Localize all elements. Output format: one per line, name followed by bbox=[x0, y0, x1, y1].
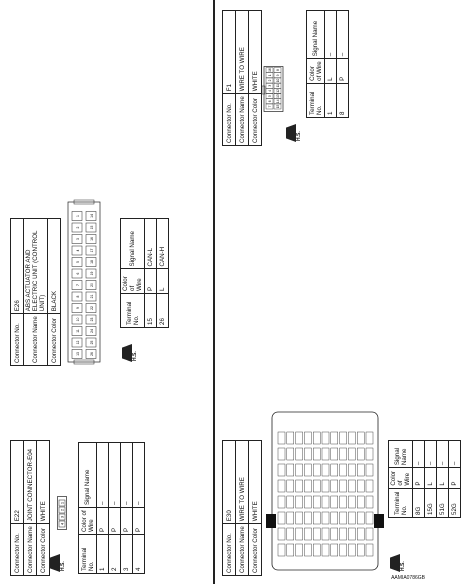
pin-cell bbox=[366, 528, 373, 540]
label: Connector No. bbox=[223, 94, 236, 146]
pin-number: 5 bbox=[76, 261, 80, 263]
pin-cell bbox=[357, 464, 364, 476]
pin-number: 5 bbox=[268, 95, 272, 97]
table-row: 4 P – bbox=[133, 443, 145, 574]
pin-cell bbox=[278, 512, 285, 524]
pin-cell bbox=[313, 512, 320, 524]
figure-id: AAMIA0786GB bbox=[391, 575, 425, 581]
pin-cell bbox=[340, 496, 347, 508]
table-row: 8 P – bbox=[337, 11, 349, 118]
pin-number: 20 bbox=[90, 283, 94, 287]
f1-connector-diagram bbox=[262, 66, 284, 112]
pin-cell bbox=[304, 448, 311, 460]
pin-cell bbox=[348, 512, 355, 524]
pin-number: 2 bbox=[76, 226, 80, 229]
label: Connector Color bbox=[249, 524, 262, 576]
pin-number: 8 bbox=[76, 295, 80, 298]
pin-cell bbox=[322, 464, 329, 476]
svg-text:1: 1 bbox=[59, 501, 65, 505]
connector-color: WHITE bbox=[37, 441, 50, 524]
pin-number: 3 bbox=[268, 84, 272, 87]
label: Connector Name bbox=[236, 94, 249, 146]
pin-cell bbox=[278, 464, 285, 476]
f1-header-table bbox=[222, 10, 262, 146]
pin-cell bbox=[278, 448, 285, 460]
label: Connector Name bbox=[24, 314, 48, 366]
pin-number: 16 bbox=[90, 237, 94, 241]
pin-number: 3 bbox=[76, 238, 80, 240]
pin-cell bbox=[331, 528, 338, 540]
label: Connector No. bbox=[11, 524, 24, 576]
e22-signal-table bbox=[78, 442, 145, 574]
pin-cell bbox=[348, 496, 355, 508]
pin-number: 8 bbox=[276, 69, 280, 71]
pin-cell bbox=[357, 448, 364, 460]
pin-cell bbox=[296, 544, 303, 556]
col-header: Signal Name bbox=[121, 219, 145, 269]
table-row: 52G P – bbox=[449, 441, 461, 518]
pin-number: 1 bbox=[76, 215, 80, 217]
hs-icon bbox=[122, 344, 139, 362]
pin-number: 9 bbox=[76, 307, 80, 309]
connector-no: F1 bbox=[223, 11, 236, 94]
pin-number: 18 bbox=[90, 260, 94, 264]
pin-cell bbox=[304, 512, 311, 524]
label: Connector Name bbox=[24, 524, 37, 576]
table-row: 26 L CAN-H bbox=[157, 219, 169, 328]
e30-header-table bbox=[222, 440, 262, 576]
connector-name: JOINT CONNECTOR-E04 bbox=[24, 441, 37, 524]
pin-cell bbox=[348, 528, 355, 540]
svg-text:2: 2 bbox=[59, 508, 65, 512]
label: Connector Color bbox=[48, 314, 61, 366]
pin-cell bbox=[340, 480, 347, 492]
pin-number: 6 bbox=[268, 100, 272, 103]
pin-number: 10 bbox=[76, 317, 80, 322]
pin-cell bbox=[340, 464, 347, 476]
pin-cell bbox=[357, 480, 364, 492]
pin-cell bbox=[304, 480, 311, 492]
e22-header-table bbox=[10, 440, 50, 576]
pin-number: 13 bbox=[276, 94, 280, 98]
col-header: Color of Wire bbox=[307, 59, 325, 84]
pin-cell bbox=[322, 544, 329, 556]
connector-no: E26 bbox=[11, 219, 24, 314]
connector-color: WHITE bbox=[249, 11, 262, 94]
pin-cell bbox=[348, 464, 355, 476]
pin-cell bbox=[331, 544, 338, 556]
col-header: Terminal No. bbox=[389, 488, 413, 517]
hs-icon bbox=[50, 554, 67, 572]
pin-number: 14 bbox=[90, 214, 94, 218]
pin-cell bbox=[340, 544, 347, 556]
pin-number: 7 bbox=[76, 284, 80, 286]
pin-number: 19 bbox=[90, 271, 94, 276]
pin-cell bbox=[348, 448, 355, 460]
label: Connector Name bbox=[236, 524, 249, 576]
pin-number: 23 bbox=[90, 317, 94, 322]
pin-cell bbox=[322, 528, 329, 540]
pin-cell bbox=[296, 496, 303, 508]
pin-cell bbox=[287, 464, 294, 476]
pin-number: 2 bbox=[268, 79, 272, 82]
label: Connector No. bbox=[223, 524, 236, 576]
pin-number: 12 bbox=[276, 89, 280, 93]
pin-number: 12 bbox=[76, 340, 80, 345]
table-row: 15 P CAN-L bbox=[145, 219, 157, 328]
e26-signal-table bbox=[120, 218, 169, 328]
pin-cell bbox=[287, 512, 294, 524]
hs-label: H.S. bbox=[132, 351, 138, 361]
pin-number: 26 bbox=[90, 352, 94, 356]
col-header: Color of Wire bbox=[389, 468, 413, 489]
connector-name: WIRE TO WIRE bbox=[236, 11, 249, 94]
e26-connector-diagram bbox=[60, 196, 110, 366]
pin-cell bbox=[313, 480, 320, 492]
label: Connector Color bbox=[249, 94, 262, 146]
connector-name: WIRE TO WIRE bbox=[236, 441, 249, 524]
pin-number: 9 bbox=[276, 74, 280, 77]
pin-cell bbox=[296, 464, 303, 476]
pin-cell bbox=[296, 512, 303, 524]
pin-number: 16 bbox=[268, 68, 272, 72]
col-header: Color of Wire bbox=[79, 508, 97, 535]
pin-number: 22 bbox=[90, 306, 94, 310]
pin-cell bbox=[287, 528, 294, 540]
pin-cell bbox=[331, 464, 338, 476]
pin-cell bbox=[366, 432, 373, 444]
col-header: Signal Name bbox=[389, 441, 413, 468]
pin-cell bbox=[296, 448, 303, 460]
connector-no: E22 bbox=[11, 441, 24, 524]
col-header: Terminal No. bbox=[121, 293, 145, 327]
pin-number: 10 bbox=[276, 78, 280, 83]
pin-cell bbox=[313, 464, 320, 476]
pin-cell bbox=[357, 528, 364, 540]
svg-text:4: 4 bbox=[59, 522, 65, 526]
hs-icon bbox=[390, 554, 407, 572]
pin-number: 17 bbox=[90, 248, 94, 253]
e26-header-table bbox=[10, 218, 61, 366]
pin-cell bbox=[357, 512, 364, 524]
pin-number: 11 bbox=[276, 84, 280, 88]
f1-signal-table bbox=[306, 10, 349, 118]
pin-cell bbox=[278, 432, 285, 444]
pin-cell bbox=[340, 512, 347, 524]
pin-cell bbox=[366, 464, 373, 476]
pin-cell bbox=[322, 496, 329, 508]
pin-cell bbox=[357, 496, 364, 508]
pin-number: 21 bbox=[90, 294, 94, 299]
table-row: 51G L – bbox=[437, 441, 449, 518]
col-header: Terminal No. bbox=[79, 535, 97, 574]
table-row: 8G P – bbox=[413, 441, 425, 518]
pin-cell bbox=[296, 528, 303, 540]
pin-cell bbox=[287, 448, 294, 460]
e22-connector-face bbox=[54, 496, 72, 530]
pin-cell bbox=[287, 544, 294, 556]
table-row: 2 P – bbox=[109, 443, 121, 574]
pin-cell bbox=[322, 448, 329, 460]
pin-cell bbox=[304, 496, 311, 508]
pin-number: 13 bbox=[76, 352, 80, 356]
pin-cell bbox=[366, 480, 373, 492]
svg-text:3: 3 bbox=[59, 515, 65, 519]
table-row: 1 P – bbox=[97, 443, 109, 574]
pin-number: 6 bbox=[76, 272, 80, 275]
e26-block bbox=[10, 214, 166, 366]
pin-number: 11 bbox=[76, 329, 80, 333]
pin-cell bbox=[366, 448, 373, 460]
col-header: Signal Name bbox=[307, 11, 325, 59]
col-header: Terminal No. bbox=[307, 83, 325, 117]
pin-cell bbox=[304, 528, 311, 540]
pin-cell bbox=[304, 464, 311, 476]
connector-no: E30 bbox=[223, 441, 236, 524]
hs-label: H.S. bbox=[60, 561, 66, 571]
pin-cell bbox=[313, 544, 320, 556]
pin-number: 25 bbox=[90, 340, 94, 345]
pin-cell bbox=[348, 432, 355, 444]
pin-cell bbox=[304, 432, 311, 444]
pin-cell bbox=[322, 480, 329, 492]
pin-cell bbox=[357, 544, 364, 556]
label: Connector Color bbox=[37, 524, 50, 576]
pin-number: 4 bbox=[76, 249, 80, 252]
pin-cell bbox=[331, 448, 338, 460]
table-row: 3 P – bbox=[121, 443, 133, 574]
connector-name: ABS ACTUATOR AND ELECTRIC UNIT (CONTROL UNIT) bbox=[24, 219, 48, 314]
pin-cell bbox=[287, 480, 294, 492]
pin-cell bbox=[313, 448, 320, 460]
table-row: 1 L – bbox=[325, 11, 337, 118]
pin-cell bbox=[357, 432, 364, 444]
pin-cell bbox=[304, 544, 311, 556]
label: Connector No. bbox=[11, 314, 24, 366]
pin-cell bbox=[331, 496, 338, 508]
pin-cell bbox=[366, 496, 373, 508]
pin-cell bbox=[348, 480, 355, 492]
e22-block bbox=[10, 440, 142, 576]
e22-connector-diagram bbox=[57, 496, 67, 530]
connector-color: BLACK bbox=[48, 219, 61, 314]
pin-cell bbox=[348, 544, 355, 556]
pin-cell bbox=[340, 528, 347, 540]
pin-cell bbox=[331, 512, 338, 524]
e30-connector-diagram bbox=[266, 406, 384, 576]
pin-cell bbox=[340, 432, 347, 444]
col-header: Color of Wire bbox=[121, 269, 145, 294]
pin-cell bbox=[331, 432, 338, 444]
pin-cell bbox=[322, 432, 329, 444]
pin-number: 15 bbox=[90, 225, 94, 230]
pin-cell bbox=[278, 480, 285, 492]
pin-cell bbox=[296, 432, 303, 444]
pin-cell bbox=[278, 544, 285, 556]
table-row: 15G L – bbox=[425, 441, 437, 518]
pin-cell bbox=[287, 432, 294, 444]
pin-cell bbox=[313, 432, 320, 444]
pin-cell bbox=[313, 496, 320, 508]
pin-number: 4 bbox=[268, 90, 272, 92]
pin-cell bbox=[296, 480, 303, 492]
pin-number: 24 bbox=[90, 329, 94, 333]
e30-signal-table bbox=[388, 440, 461, 518]
pin-cell bbox=[366, 512, 373, 524]
pin-cell bbox=[340, 448, 347, 460]
pin-number: 14 bbox=[276, 99, 280, 104]
page-divider bbox=[213, 0, 215, 584]
col-header: Signal Name bbox=[79, 443, 97, 508]
pin-cell bbox=[278, 496, 285, 508]
pin-cell bbox=[287, 496, 294, 508]
hs-label: H.S. bbox=[296, 131, 302, 141]
pin-cell bbox=[322, 512, 329, 524]
pin-cell bbox=[278, 528, 285, 540]
connector-color: WHITE bbox=[249, 441, 262, 524]
f1-block bbox=[222, 10, 346, 146]
pin-number: 1 bbox=[268, 74, 272, 77]
hs-icon bbox=[286, 124, 303, 142]
hs-label: H.S. bbox=[400, 561, 406, 571]
pin-number: 15 bbox=[276, 104, 280, 109]
pin-number: 7 bbox=[268, 105, 272, 108]
pin-cell bbox=[331, 480, 338, 492]
e30-block bbox=[222, 440, 458, 576]
pin-cell bbox=[313, 528, 320, 540]
pin-cell bbox=[366, 544, 373, 556]
